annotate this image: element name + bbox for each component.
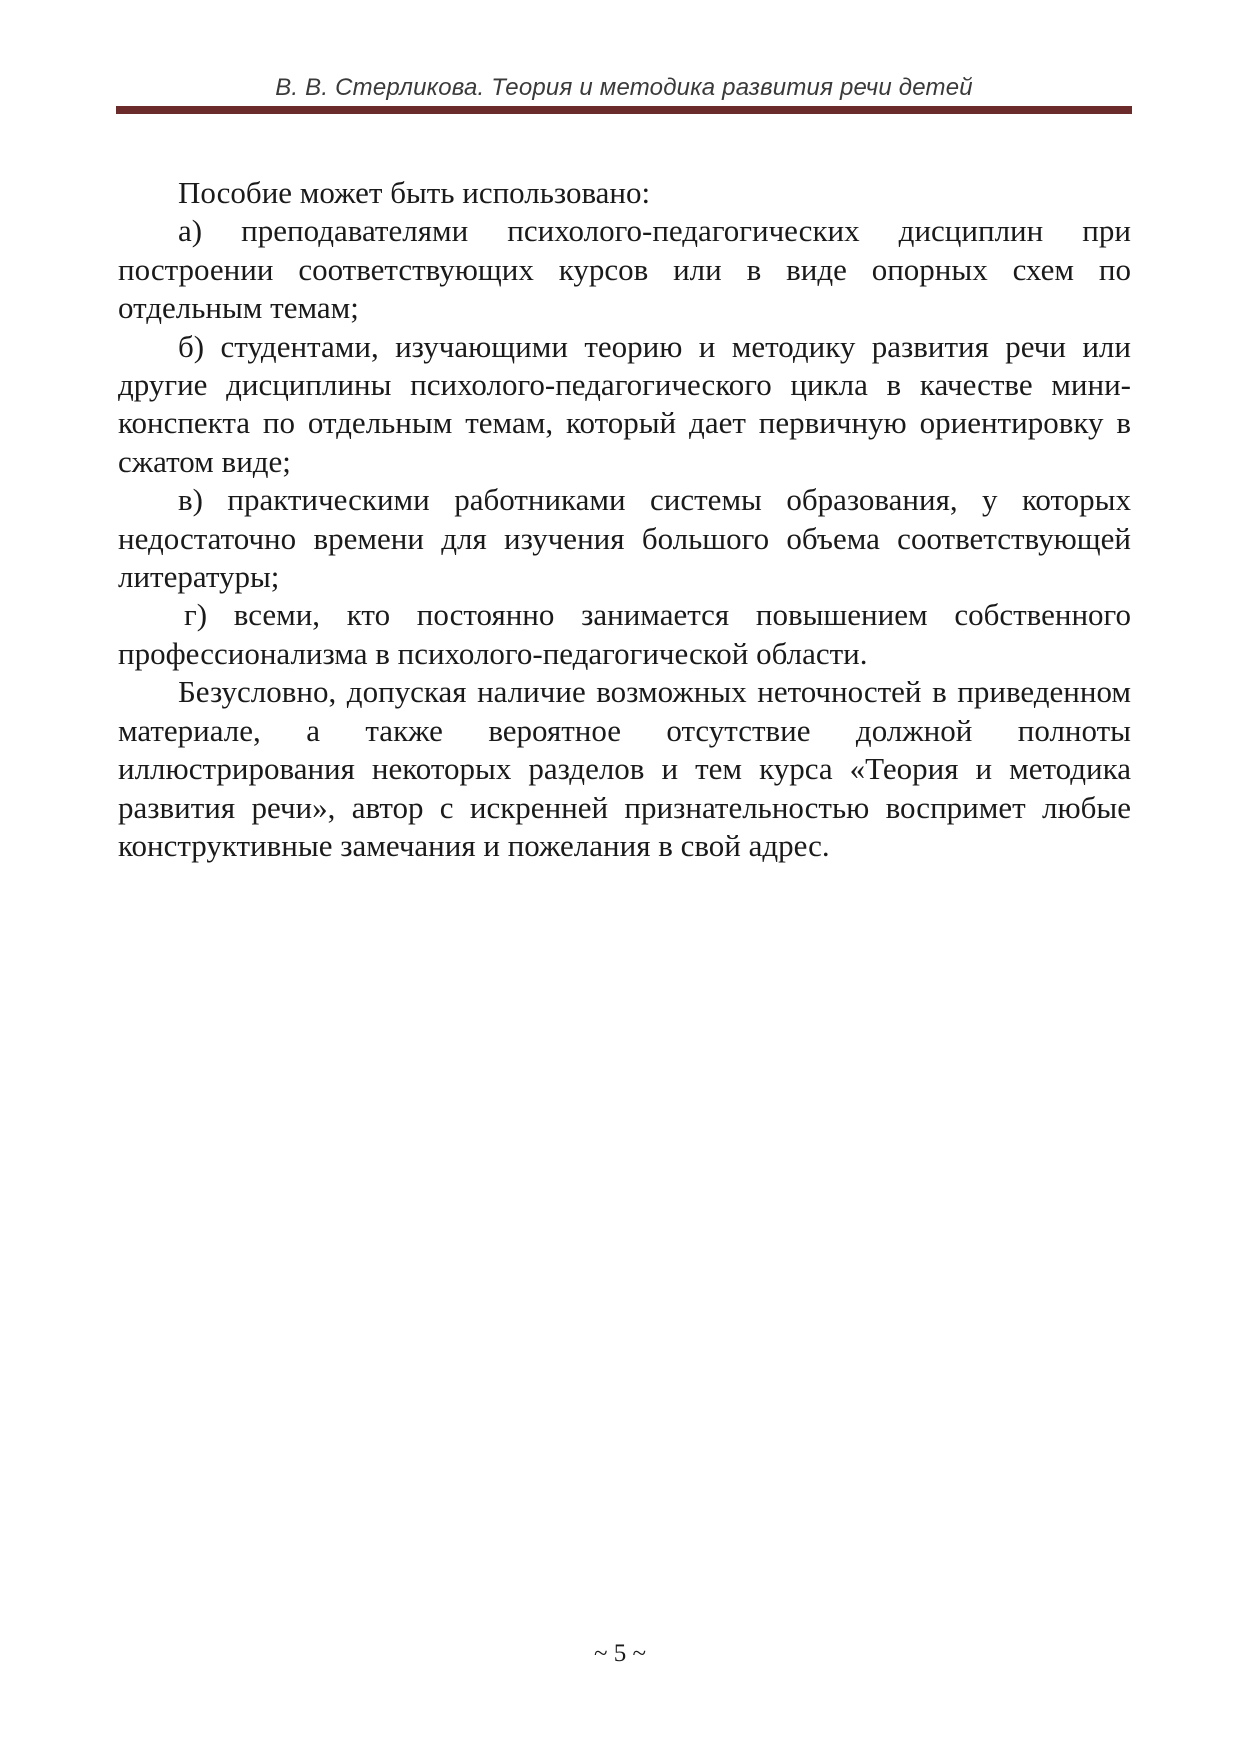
- paragraph-item-b: б) студентами, изучающими теорию и методику развития речи или другие дисциплины психолого-педагогического цикла в качестве мини-конспекта по отдельным темам, который дает первичную ориентировку в сжатом виде;: [118, 328, 1131, 479]
- document-body: [118, 174, 1131, 865]
- running-header: В. В. Стерликова. Теория и методика развития речи детей: [275, 74, 973, 101]
- page-number: ~ 5 ~: [593, 1640, 647, 1667]
- paragraph-item-a: а) преподавателями психолого-педагогических дисциплин при построении соответствующих курсов или в виде опорных схем по отдельным темам;: [118, 213, 1131, 326]
- paragraph-intro: Пособие может быть использовано:: [178, 175, 651, 210]
- paragraph-item-g: г) всеми, кто постоянно занимается повышением собственного профессионализма в психолого-педагогической области.: [118, 597, 1131, 671]
- paragraph-item-v: в) практическими работниками системы образования, у которых недостаточно времени для изучения большого объема соответствующей литературы;: [118, 482, 1131, 595]
- header-divider: [116, 106, 1132, 114]
- paragraph-closing: Безусловно, допуская наличие возможных неточностей в приведенном материале, а также вероятное отсутствие должной полноты иллюстрирования некоторых разделов и тем курса «Теория и методика развития речи», автор с искренней признательностью воспримет любые конструктивные замечания и пожелания в свой адрес.: [118, 674, 1131, 863]
